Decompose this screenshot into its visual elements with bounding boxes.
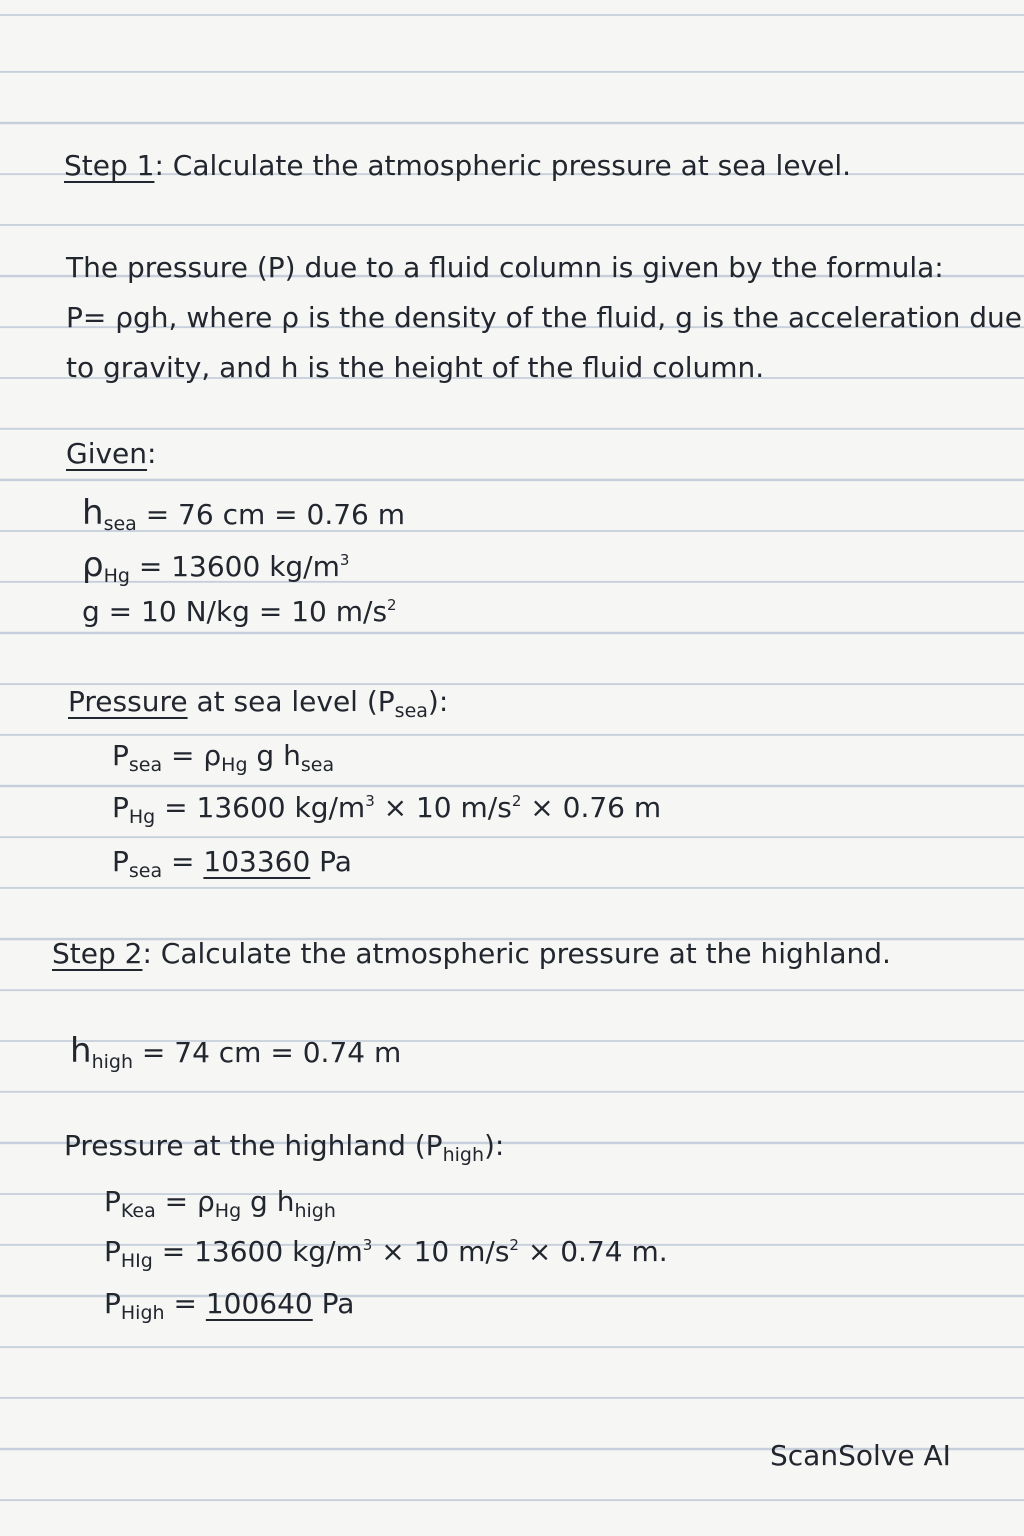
step1-text: : Calculate the atmospheric pressure at sea level. xyxy=(154,149,852,182)
h-sea-value: = 76 cm = 0.76 m xyxy=(136,498,406,531)
high-eq3-unit: Pa xyxy=(312,1287,355,1320)
h-high-value: = 74 cm = 0.74 m xyxy=(133,1036,402,1069)
step1-label: Step 1 xyxy=(64,149,155,182)
sea-eq1-rhs-sub: Hg xyxy=(221,754,248,776)
high-eq3-eq: = xyxy=(164,1287,206,1320)
high-heading-end: ): xyxy=(484,1129,505,1162)
given-heading xyxy=(66,437,157,470)
rho-symbol: ρ xyxy=(82,545,104,585)
g-value: = 10 N/kg = 10 m/s xyxy=(99,595,388,628)
given-colon: : xyxy=(147,437,157,470)
intro-line-1: The pressure (P) due to a fluid column is given by the formula: xyxy=(66,251,944,284)
sea-heading-underlined: Pressure xyxy=(68,685,188,718)
g-unit-exp: 2 xyxy=(387,596,397,614)
intro-line-3: to gravity, and h is the height of the fluid column. xyxy=(66,351,765,384)
sea-eq-1 xyxy=(112,739,335,776)
sea-eq1-rhs-b: g h xyxy=(247,739,301,772)
rho-unit-exp: 3 xyxy=(339,551,350,569)
high-pressure-heading xyxy=(64,1129,505,1166)
sea-eq2-sym: P xyxy=(112,791,129,824)
g-symbol: g xyxy=(82,595,100,628)
h-high-sub: high xyxy=(91,1051,133,1073)
rho-value: = 13600 kg/m xyxy=(129,550,340,583)
sea-pressure-result: 103360 xyxy=(203,845,311,878)
high-eq-3 xyxy=(104,1287,355,1324)
high-eq1-rhs-sub: Hg xyxy=(214,1200,242,1222)
high-eq-1 xyxy=(104,1185,336,1222)
h-high-line xyxy=(70,1031,402,1073)
sea-pressure-heading xyxy=(68,685,449,722)
sea-eq2-rhs-a: = 13600 kg/m xyxy=(155,791,366,824)
high-eq2-sub: HIg xyxy=(120,1250,153,1272)
h-symbol: h xyxy=(82,493,104,533)
brand-logo: ScanSolve AI xyxy=(770,1439,951,1472)
high-eq2-rhs-b: × 10 m/s xyxy=(372,1235,510,1268)
high-eq1-rhs-sub2: high xyxy=(294,1200,336,1222)
high-eq-2 xyxy=(104,1235,668,1272)
intro-line-2: P= ρgh, where ρ is the density of the fluid, g is the acceleration due xyxy=(66,301,1022,334)
rho-sub: Hg xyxy=(103,565,130,587)
sea-eq-3 xyxy=(112,845,352,882)
sea-eq2-sup1: 3 xyxy=(365,792,375,810)
sea-eq3-unit: Pa xyxy=(310,845,352,878)
sea-eq-2 xyxy=(112,791,662,828)
sea-eq2-sub: Hg xyxy=(128,806,156,828)
sea-eq2-rhs-c: × 0.76 m xyxy=(521,791,662,824)
high-eq2-sup1: 3 xyxy=(362,1236,373,1254)
high-eq1-rhs-a: = ρ xyxy=(155,1185,215,1218)
given-h-sea xyxy=(82,493,406,535)
given-rho-hg xyxy=(82,545,350,587)
given-label: Given xyxy=(66,437,148,470)
high-eq1-rhs-b: g h xyxy=(241,1185,295,1218)
sea-eq1-rhs-a: = ρ xyxy=(162,739,222,772)
high-eq2-rhs-c: × 0.74 m. xyxy=(518,1235,668,1268)
high-pressure-result: 100640 xyxy=(205,1287,313,1320)
high-heading-text: Pressure at the highland (P xyxy=(64,1129,443,1162)
step2-heading xyxy=(52,937,891,970)
high-eq2-rhs-a: = 13600 kg/m xyxy=(152,1235,363,1268)
high-eq1-sub: Kea xyxy=(120,1200,156,1222)
sea-eq2-rhs-b: × 10 m/s xyxy=(374,791,512,824)
sea-heading-mid: at sea level (P xyxy=(187,685,395,718)
sea-eq1-sub: sea xyxy=(128,754,163,776)
high-eq2-sup2: 2 xyxy=(509,1236,519,1254)
sea-eq3-sym: P xyxy=(112,845,129,878)
high-eq3-sub: High xyxy=(120,1302,165,1324)
high-eq3-sym: P xyxy=(104,1287,121,1320)
h-high-symbol: h xyxy=(70,1031,92,1071)
step1-heading xyxy=(64,149,852,182)
high-heading-sub: high xyxy=(442,1144,484,1166)
sea-eq1-sym: P xyxy=(112,739,129,772)
given-g xyxy=(82,595,397,628)
h-sub: sea xyxy=(103,513,137,535)
sea-eq3-eq: = xyxy=(162,845,204,878)
step2-text: : Calculate the atmospheric pressure at the highland. xyxy=(142,937,891,970)
high-eq1-sym: P xyxy=(104,1185,121,1218)
sea-eq2-sup2: 2 xyxy=(511,792,522,810)
high-eq2-sym: P xyxy=(104,1235,121,1268)
step2-label: Step 2 xyxy=(52,937,143,970)
sea-eq1-rhs-sub2: sea xyxy=(300,754,335,776)
sea-heading-sub: sea xyxy=(394,700,428,722)
sea-heading-end: ): xyxy=(427,685,449,718)
sea-eq3-sub: sea xyxy=(128,860,163,882)
